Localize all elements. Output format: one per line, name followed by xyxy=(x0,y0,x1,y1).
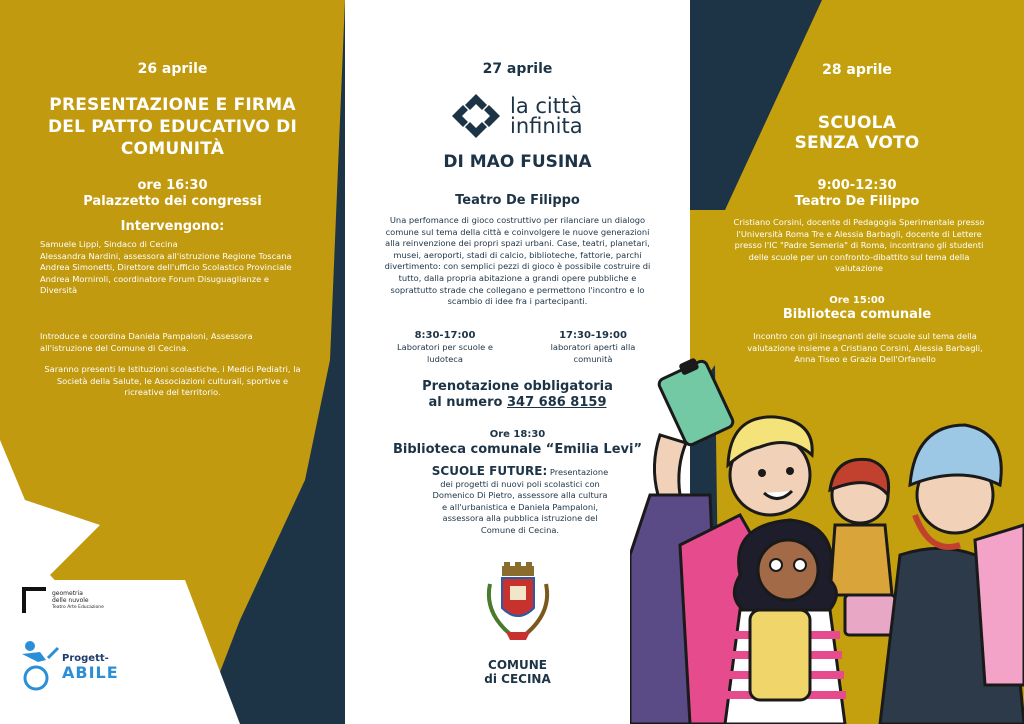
comune-line: COMUNE xyxy=(488,658,547,672)
speaker-item: Andrea Simonetti, Direttore dell'ufficio Scolastico Provinciale xyxy=(40,262,292,273)
logo1-line: geometria xyxy=(52,589,83,597)
slot1-line: ludoteca xyxy=(427,353,463,364)
right-desc-line: valutazione xyxy=(835,263,883,274)
future-line: dei progetti di nuovi poli scolastici con xyxy=(440,478,600,489)
left-title-line: PRESENTAZIONE E FIRMA xyxy=(49,95,296,115)
right-title-line: SENZA VOTO xyxy=(794,133,920,153)
left-event-title xyxy=(0,94,345,160)
desc-line: Una perfomance di gioco costruttivo per rilanciare un dialogo xyxy=(389,215,646,225)
wheelchair-figure-icon xyxy=(18,640,60,692)
left-time: ore 16:30 xyxy=(137,178,208,193)
middle-date: 27 aprile xyxy=(482,61,553,77)
right-title-line: SCUOLA xyxy=(817,113,897,133)
booking-line: Prenotazione obbligatoria xyxy=(422,379,613,394)
future-line: Domenico Di Pietro, assessore alla cultura xyxy=(432,490,608,501)
desc-line: musei, aeroporti, stadi di calcio, biblioteche, fattorie, parchi xyxy=(393,249,642,260)
booking-prefix: al numero xyxy=(428,395,507,410)
logo-text-line: la città xyxy=(510,94,583,118)
future-line: e all'urbanistica e Daniela Pampaloni, xyxy=(441,501,599,512)
slot2-line: comunità xyxy=(573,353,613,364)
intro-line: Introduce e coordina Daniela Pampaloni, Assessora xyxy=(40,331,253,341)
geometria-logo-icon xyxy=(20,585,48,615)
speaker-item: Diversità xyxy=(40,285,78,296)
scuole-future-block xyxy=(395,464,645,537)
right-desc-line: presso l'IC "Padre Semeria" di Roma, incontrano gli studenti xyxy=(734,240,984,251)
right-time2: Ore 15:00 xyxy=(829,295,885,306)
left-panel xyxy=(0,0,345,724)
right-desc-line: delle scuole per un confronto-dibattito sul tema della xyxy=(748,251,970,262)
logo1-line: Teatro Arte Educazione xyxy=(52,604,104,610)
left-date: 26 aprile xyxy=(137,61,208,77)
phone-in-hand xyxy=(654,357,734,495)
logo2-bottom-text: ABILE xyxy=(62,663,119,682)
evening-venue: Biblioteca comunale “Emilia Levi” xyxy=(392,442,643,457)
left-title-line: COMUNITÀ xyxy=(120,139,225,159)
left-present-text xyxy=(30,364,315,399)
desc-line: alla reinvenzione dei propri spazi urbani. Case, teatri, planetari, xyxy=(385,238,650,249)
future-line: Comune di Cecina. xyxy=(480,524,560,535)
middle-description xyxy=(355,215,680,308)
middle-author: DI MAO FUSINA xyxy=(443,152,592,172)
desc-line: divertimento: con semplici pezzi di gioco è possibile costruire di xyxy=(384,261,651,272)
speaker-item: Alessandra Nardini, assessora all'istruzione Regione Toscana xyxy=(40,250,292,261)
desc-line: scambio di idee fra i partecipanti. xyxy=(447,296,588,307)
right-description xyxy=(704,217,1014,275)
speaker-item: Andrea Morniroli, coordinatore Forum Disuguaglianze e xyxy=(40,273,269,284)
future-line: assessora alla pubblica istruzione del xyxy=(442,513,598,524)
left-speakers-heading: Intervengono: xyxy=(120,219,225,234)
left-intro-text xyxy=(40,331,330,354)
slot1-time: 8:30-17:00 xyxy=(414,330,476,341)
evening-time: Ore 18:30 xyxy=(489,429,546,440)
comune-coat-of-arms-icon xyxy=(480,562,556,656)
citta-infinita-icon xyxy=(450,92,502,140)
right-time: 9:00-12:30 xyxy=(817,178,897,193)
booking-phone-link[interactable]: 347 686 8159 xyxy=(506,395,607,410)
speaker-item: Samuele Lippi, Sindaco di Cecina xyxy=(40,239,178,249)
geometria-nuvole-logo xyxy=(20,585,104,615)
slot2-line: laboratori aperti alla xyxy=(550,342,636,352)
slot-morning xyxy=(375,329,515,365)
right-desc2-line: Incontro con gli insegnanti delle scuole sul tema della xyxy=(753,331,977,341)
slot1-line: Laboratori per scuole e xyxy=(396,342,494,352)
present-line: Società della Salute, le Associazioni culturali, sportive e xyxy=(56,375,289,386)
redhead-student xyxy=(830,459,892,595)
future-title: SCUOLE FUTURE: xyxy=(431,464,548,478)
left-speakers-list xyxy=(40,239,330,297)
present-line: ricreative del territorio. xyxy=(124,387,221,398)
citta-infinita-logo xyxy=(450,92,583,140)
left-title-line: DEL PATTO EDUCATIVO DI xyxy=(48,117,297,137)
logo-text-line: infinita xyxy=(510,114,583,138)
right-desc2-line: valutazione insieme a Cristiano Corsini, Alessia Barbagli, xyxy=(747,342,983,353)
intro-line: all'istruzione del Comune di Cecina. xyxy=(40,342,189,353)
future-first: Presentazione xyxy=(547,467,609,477)
right-event-title xyxy=(690,113,1024,153)
right-desc2-line: Anna Tiseo e Grazia Dell'Orfanello xyxy=(794,354,936,365)
desc-line: tutto, dalla propria abitazione a grandi opere pubbliche e xyxy=(398,272,637,283)
left-venue: Palazzetto dei congressi xyxy=(83,194,262,209)
right-desc-line: Cristiano Corsini, docente di Pedagogia Sperimentale presso xyxy=(733,217,985,227)
right-date: 28 aprile xyxy=(822,62,892,78)
middle-venue: Teatro De Filippo xyxy=(455,193,580,208)
desc-line: soprattutto strade che collegano e permettono l'incontro e lo xyxy=(390,284,645,295)
slot2-time: 17:30-19:00 xyxy=(559,330,627,341)
progett-abile-logo xyxy=(18,640,119,692)
right-venue2: Biblioteca comunale xyxy=(782,307,932,322)
logo2-top-text: Progett- xyxy=(62,653,109,664)
logo1-line: delle nuvole xyxy=(52,596,89,604)
beanie-student xyxy=(880,425,1024,724)
present-line: Saranno presenti le Istituzioni scolastiche, i Medici Pediatri, la xyxy=(44,364,301,374)
students-selfie-illustration xyxy=(630,355,1024,724)
desc-line: comune sul tema della città e coinvolgere le nuove generazioni xyxy=(385,226,650,237)
comune-line: di CECINA xyxy=(484,672,551,686)
right-venue: Teatro De Filippo xyxy=(794,194,920,209)
right-desc-line: l'Università Roma Tre e Alessia Barbagli, docente di Lettere xyxy=(736,228,982,239)
